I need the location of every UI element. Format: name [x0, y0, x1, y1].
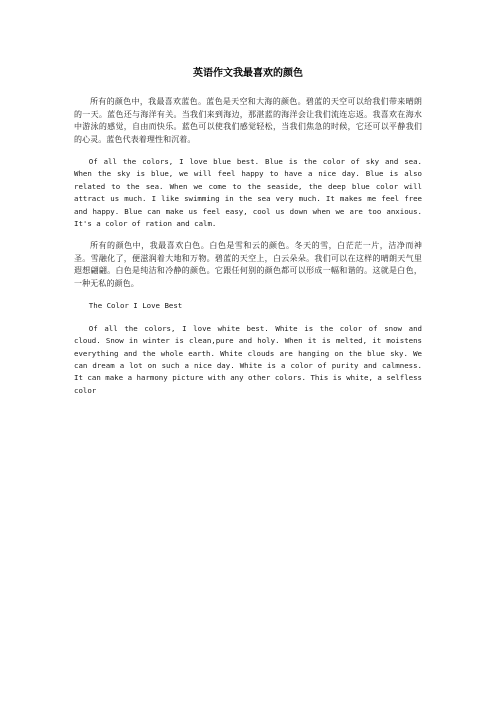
- document-body: [74, 96, 422, 407]
- paragraph-white-chinese: 所有的颜色中，我最喜欢白色。白色是雪和云的颜色。冬天的雪，白茫茫一片，洁净而神圣。雪融化了，便滋润着大地和万物。碧蓝的天空上，白云朵朵。我们可以在这样的晴朗天气里遐想翩翩。白色是纯洁和冷静的颜色。它跟任何别的颜色都可以形成一幅和谐的。这就是白色，一种无私的颜色。: [74, 241, 422, 288]
- paragraph-blue-chinese: 所有的颜色中，我最喜欢蓝色。蓝色是天空和大海的颜色。碧蓝的天空可以给我们带来晴朗的一天。蓝色还与海洋有关。当我们来到海边，那湛蓝的海洋会让我们流连忘返。我喜欢在海水中游泳的感觉，自由而快乐。蓝色可以使我们感觉轻松，当我们焦急的时候，它还可以平静我们的心灵。蓝色代表着理性和沉着。: [74, 97, 422, 144]
- paragraph-white-english: Of all the colors, I love white best. White is the color of snow and cloud. Snow in winter is clean,pure and holy. When it is melted, it moistens everything and the whole earth. White clouds are hanging on the blue sky. We can dream a lot on such a nice day. White is a color of purity and calmness. It can make a harmony picture with any other colors. This is white, a selfless color: [74, 323, 422, 395]
- document-title: 英语作文我最喜欢的颜色: [193, 68, 303, 79]
- section-heading-color-i-love-best: The Color I Love Best: [88, 301, 183, 311]
- paragraph-blue-english: Of all the colors, I love blue best. Blue is the color of sky and sea. When the sky is blue, we will feel happy to have a nice day. Blue is also related to the sea. When we come to the seaside, the deep blue color will attract us much. I like swimming in the sea very much. It makes me feel free and happy. Blue can make us feel easy, cool us down when we are too anxious. It's a color of ration and calm.: [74, 157, 422, 229]
